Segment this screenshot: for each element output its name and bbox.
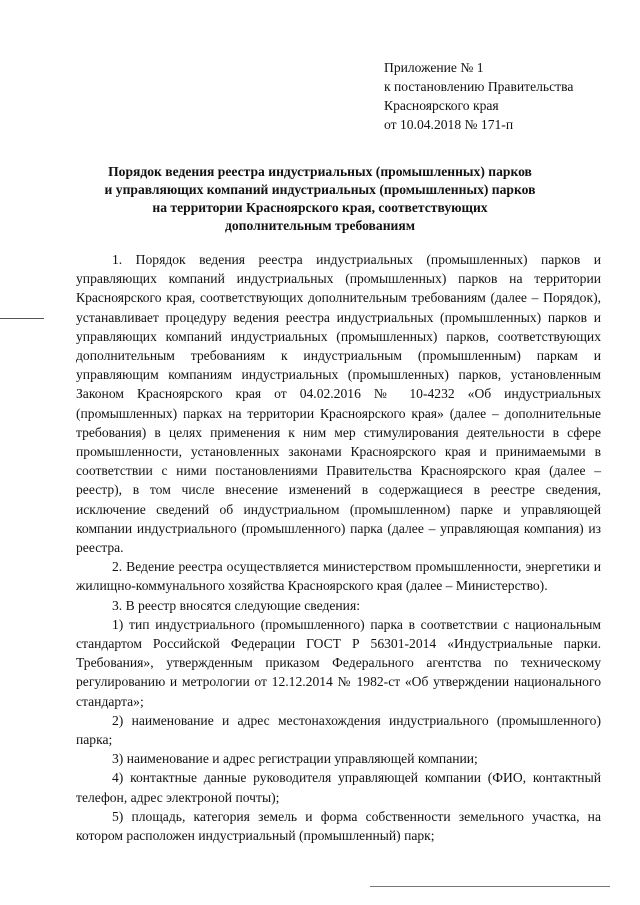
- title-line: Порядок ведения реестра индустриальных (промышленных) парков: [108, 164, 532, 179]
- list-item-1: 1) тип индустриального (промышленного) парка в соответствии с национальным стандартом Российской Федерации ГОСТ Р 56301-2014 «Индустриальные парки. Требования», утвержденным приказом Федерального агентства по техническому регулированию и метрологии от 12.12.2014 № 1982-ст «Об утверждении национального стандарта»;: [76, 616, 601, 709]
- appendix-number: Приложение № 1: [384, 60, 484, 75]
- document-body: [76, 250, 601, 845]
- title-line: на территории Красноярского края, соответствующих: [152, 200, 488, 215]
- paragraph-3: 3. В реестр вносятся следующие сведения:: [112, 597, 360, 613]
- title-line: дополнительным требованиям: [225, 218, 415, 233]
- list-item-2: 2) наименование и адрес местонахождения индустриального (промышленного) парка;: [76, 712, 601, 748]
- paragraph-1: 1. Порядок ведения реестра индустриальных (промышленных) парков и управляющих компаний индустриальных (промышленных) парков на территории Красноярского края, соответствующих дополнительным требованиям (далее – Порядок), устанавливает процедуру ведения реестра индустриальных (промышленных) парков и управляющих компаний индустриальных (промышленных) парков, соответствующих дополнительным требованиям к индустриальным (промышленным) паркам и управляющим компаниям индустриальных (промышленных) парков, установленным Законом Красноярского края от 04.02.2016 № 10-4232 «Об индустриальных (промышленных) парках на территории Красноярского края» (далее – дополнительные требования) в целях применения к ним мер стимулирования деятельности в сфере промышленности, установленных законами Красноярского края и принимаемыми в соответствии с ними постановлениями Правительства Красноярского края (далее – реестр), в том числе внесение изменений в содержащиеся в реестре сведения, исключение сведений об индустриальном (промышленном) парке и управляющей компании индустриального (промышленного) парка (далее – управляющая компания) из реестра.: [76, 252, 601, 556]
- scan-artifact-bottom-line: [370, 886, 610, 887]
- list-item-5: 5) площадь, категория земель и форма собственности земельного участка, на котором расположен индустриальный (промышленный) парк;: [76, 808, 601, 844]
- appendix-region: Красноярского края: [384, 98, 499, 113]
- appendix-header: [384, 58, 573, 134]
- appendix-date: от 10.04.2018 № 171-п: [384, 117, 514, 132]
- appendix-resolution: к постановлению Правительства: [384, 79, 574, 94]
- title-line: и управляющих компаний индустриальных (промышленных) парков: [104, 182, 536, 197]
- paragraph-2: 2. Ведение реестра осуществляется министерством промышленности, энергетики и жилищно-коммунального хозяйства Красноярского края (далее – Министерство).: [76, 559, 601, 594]
- scan-artifact-line: [0, 318, 44, 319]
- list-item-4: 4) контактные данные руководителя управляющей компании (ФИО, контактный телефон, адрес электроной почты);: [76, 770, 601, 805]
- list-item-3: 3) наименование и адрес регистрации управляющей компании;: [112, 751, 478, 767]
- document-title: [70, 163, 570, 235]
